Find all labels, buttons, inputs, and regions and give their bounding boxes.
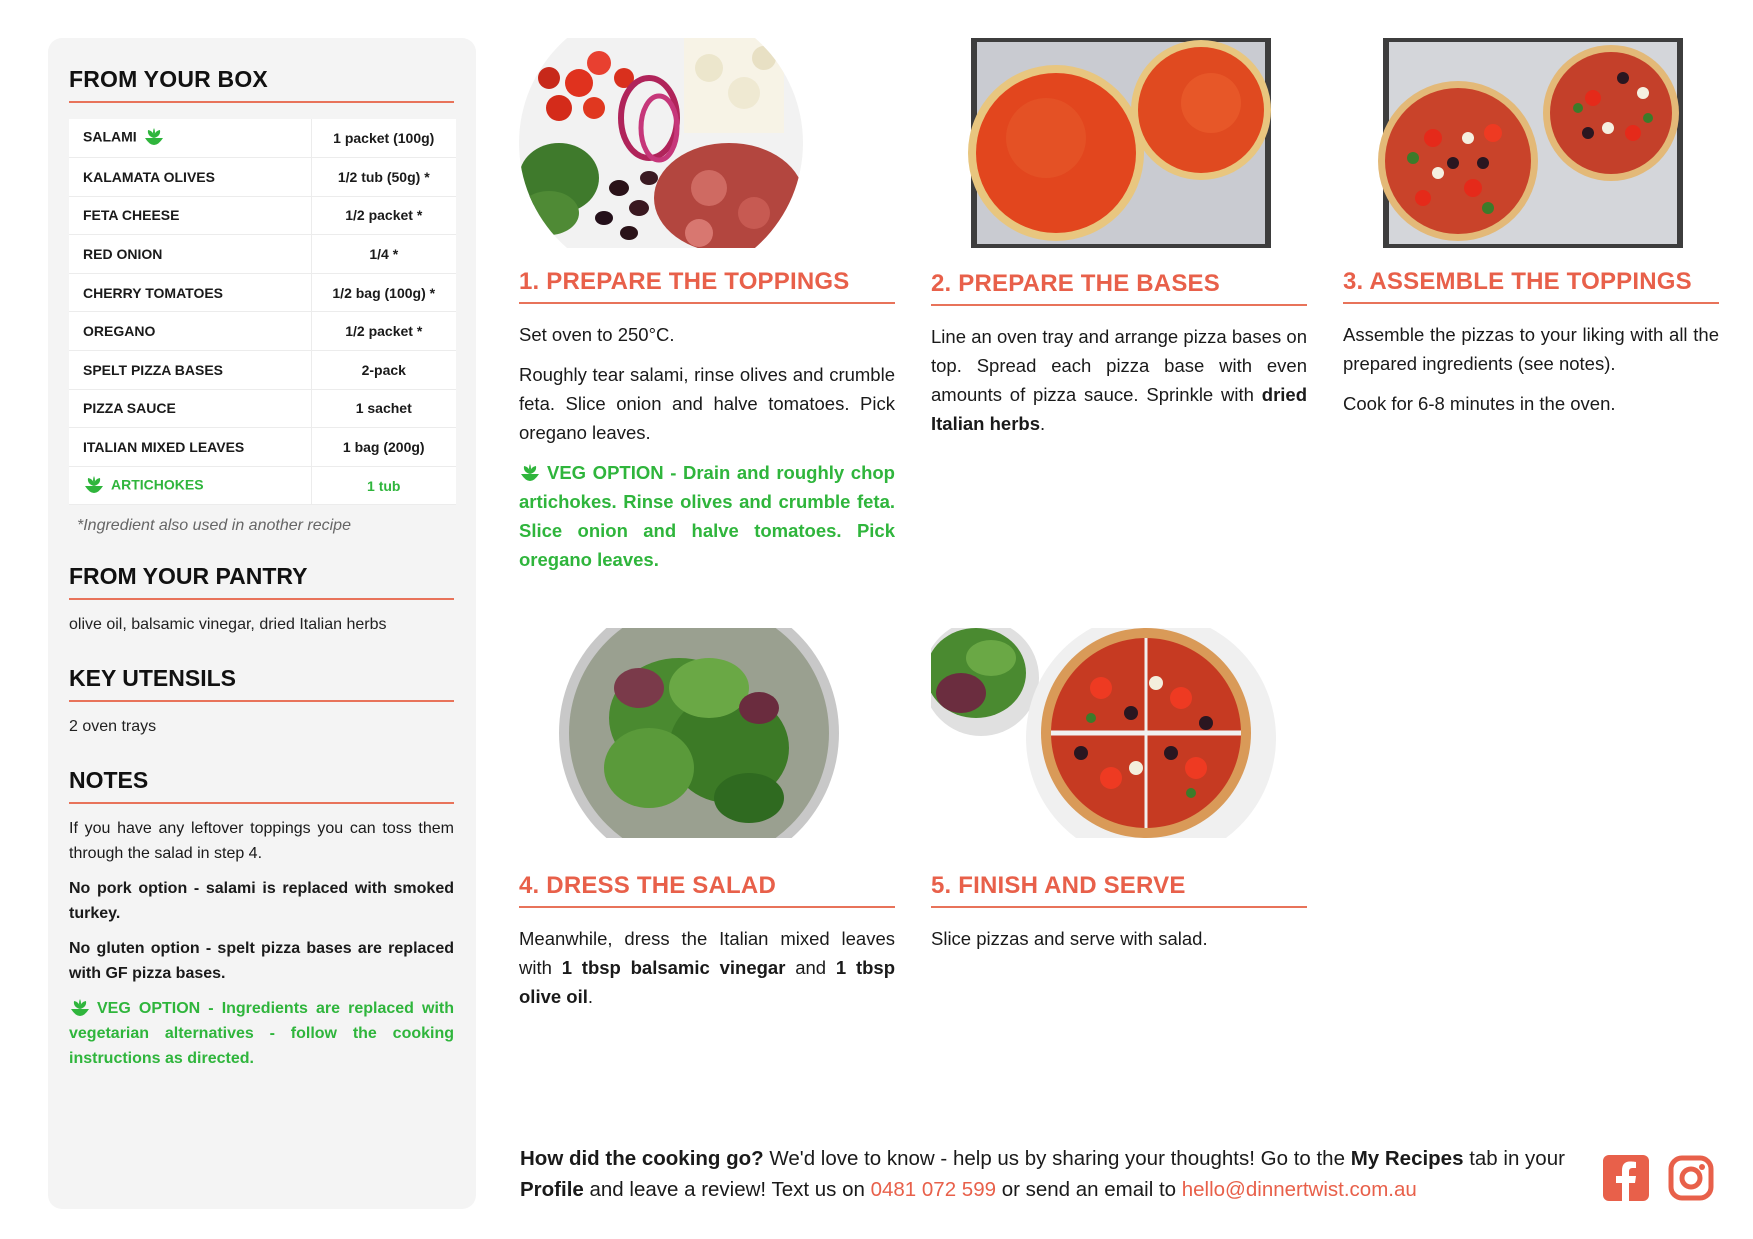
sidebar-panel [48, 38, 476, 1209]
ingredient-row [69, 428, 456, 467]
ingredient-row [69, 312, 456, 351]
ingredient-name: SPELT PIZZA BASES [69, 351, 311, 390]
ingredient-row [69, 351, 456, 390]
note-no-pork: No pork option - salami is replaced with smoked turkey. [69, 880, 454, 923]
ingredient-qty: 2-pack [311, 351, 456, 390]
ingredient-name: RED ONION [69, 235, 311, 274]
phone-link[interactable]: 0481 072 599 [870, 1178, 996, 1201]
ingredient-name: KALAMATA OLIVES [69, 158, 311, 197]
step-4 [519, 628, 895, 1022]
ingredient-name: PIZZA SAUCE [69, 389, 311, 428]
step-4-title: 4. DRESS THE SALAD [519, 872, 895, 908]
pantry-text: olive oil, balsamic vinegar, dried Italian herbs [69, 616, 387, 634]
profile-link[interactable]: Profile [520, 1178, 584, 1201]
ingredients-table [69, 119, 456, 505]
ingredient-qty: 1 tub [311, 466, 456, 505]
key-utensils-heading: KEY UTENSILS [69, 665, 454, 702]
veg-leaf-icon [519, 464, 541, 484]
ingredient-name: ARTICHOKES [69, 466, 311, 505]
ingredient-row [69, 119, 456, 158]
email-link[interactable]: hello@dinnertwist.com.au [1181, 1178, 1417, 1201]
instagram-icon[interactable] [1668, 1155, 1714, 1201]
from-your-pantry-heading: FROM YOUR PANTRY [69, 563, 454, 600]
facebook-icon[interactable] [1603, 1155, 1649, 1201]
ingredient-name: SALAMI [69, 119, 311, 158]
step-5-text: Slice pizzas and serve with salad. [931, 928, 1208, 949]
step-2-title: 2. PREPARE THE BASES [931, 270, 1307, 306]
note-leftovers: If you have any leftover toppings you can toss them through the salad in step 4. [69, 820, 454, 863]
assembled-pizzas-photo [1343, 38, 1719, 248]
my-recipes-link[interactable]: My Recipes [1350, 1147, 1464, 1170]
ingredient-qty: 1/2 packet * [311, 196, 456, 235]
feedback-question: How did the cooking go? [520, 1147, 764, 1170]
ingredient-footnote: *Ingredient also used in another recipe [77, 517, 351, 535]
ingredient-qty: 1 sachet [311, 389, 456, 428]
veg-leaf-icon [83, 476, 105, 496]
ingredient-row [69, 235, 456, 274]
step-1-veg-option: VEG OPTION - Drain and roughly chop artichokes. Rinse olives and crumble feta. Slice onion and halve tomatoes. Pick oregano leaves. [519, 462, 895, 570]
step-3 [1343, 38, 1719, 429]
step-1-text-oven: Set oven to 250°C. [519, 324, 675, 345]
notes-heading: NOTES [69, 767, 454, 804]
note-no-gluten: No gluten option - spelt pizza bases are replaced with GF pizza bases. [69, 940, 454, 983]
step-1 [519, 38, 895, 585]
step-3-text-assemble: Assemble the pizzas to your liking with all the prepared ingredients (see notes). [1343, 324, 1719, 374]
step-5-title: 5. FINISH AND SERVE [931, 872, 1307, 908]
ingredient-name: CHERRY TOMATOES [69, 273, 311, 312]
utensils-text: 2 oven trays [69, 718, 157, 736]
step-1-title: 1. PREPARE THE TOPPINGS [519, 268, 895, 304]
ingredient-row [69, 158, 456, 197]
note-veg-option: VEG OPTION - Ingredients are replaced with vegetarian alternatives - follow the cooking instructions as directed. [69, 1000, 454, 1068]
ingredient-row [69, 389, 456, 428]
ingredient-qty: 1 bag (200g) [311, 428, 456, 467]
step-2-text: Line an oven tray and arrange pizza bases on top. Spread each pizza base with even amounts of pizza sauce. Sprinkle with dried Italian herbs. [931, 326, 1307, 434]
ingredient-qty: 1/4 * [311, 235, 456, 274]
ingredient-name: OREGANO [69, 312, 311, 351]
feedback-footer: How did the cooking go? We'd love to know - help us by sharing your thoughts! Go to the My Recipes tab in your Profile and leave a review! Text us on 0481 072 599 or send an email to hello@dinnertwist.com.au [520, 1147, 1565, 1201]
toppings-photo [519, 38, 895, 248]
ingredient-qty: 1/2 tub (50g) * [311, 158, 456, 197]
pizza-bases-photo [931, 38, 1307, 248]
from-your-box-heading: FROM YOUR BOX [69, 66, 454, 103]
ingredient-row-veg [69, 466, 456, 505]
finished-pizza-photo [931, 628, 1307, 838]
step-4-text: Meanwhile, dress the Italian mixed leaves with 1 tbsp balsamic vinegar and 1 tbsp olive oil. [519, 928, 895, 1007]
salad-bowl-photo [519, 628, 895, 838]
ingredient-name: ITALIAN MIXED LEAVES [69, 428, 311, 467]
step-1-text-prep: Roughly tear salami, rinse olives and crumble feta. Slice onion and halve tomatoes. Pick oregano leaves. [519, 364, 895, 443]
ingredient-qty: 1/2 bag (100g) * [311, 273, 456, 312]
step-3-title: 3. ASSEMBLE THE TOPPINGS [1343, 268, 1719, 304]
veg-leaf-icon [143, 128, 165, 148]
ingredient-qty: 1/2 packet * [311, 312, 456, 351]
ingredient-row [69, 273, 456, 312]
step-3-text-cook: Cook for 6-8 minutes in the oven. [1343, 393, 1616, 414]
step-2 [931, 38, 1307, 449]
veg-leaf-icon [69, 999, 91, 1019]
ingredient-name: FETA CHEESE [69, 196, 311, 235]
step-5 [931, 628, 1307, 964]
ingredient-qty: 1 packet (100g) [311, 119, 456, 158]
ingredient-row [69, 196, 456, 235]
